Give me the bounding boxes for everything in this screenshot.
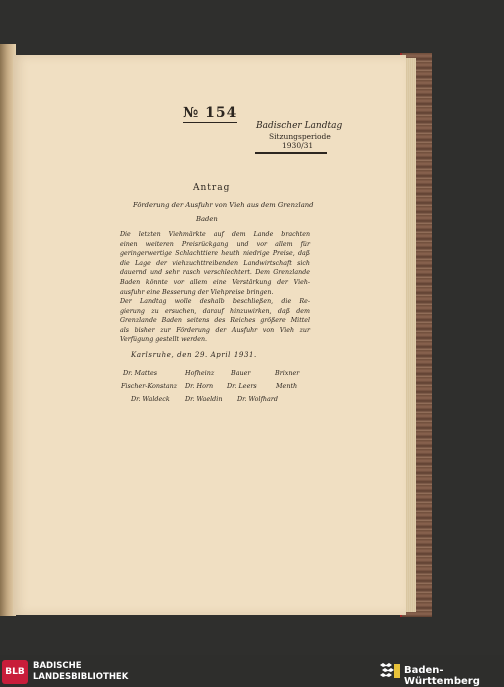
paragraph-line: Verfügung gestellt werden. [120,336,208,344]
paragraph-line: geringerwertige Schlachttiere heuth niedrige Preise, daß [120,250,310,258]
signature: Fischer-Konstanz [121,382,178,390]
signature: Dr. Mattes [123,369,158,377]
signature: Dr. Leers [227,382,257,390]
paragraph-line: ausfuhr eine Besserung der Viehpreise bringen. [120,288,274,296]
header-rule [255,152,327,154]
paragraph-line: die Lage der viehzuchttreibenden Landwirtschaft sich [120,259,310,267]
blb-logo[interactable]: BLB [2,660,28,684]
state-name[interactable]: Baden-Württemberg [404,665,480,687]
library-name-line2: LANDESBIBLIOTHEK [33,672,129,682]
signature: Dr. Waeldin [185,395,223,403]
footer-bar [0,655,504,687]
coat-of-arms-icon [379,661,401,681]
library-name-line1: BADISCHE [33,661,82,671]
signature: Dr. Wolfhard [237,395,279,403]
signature: Dr. Horn [185,382,214,390]
signature: Bauer [231,369,251,377]
paragraph-line: Grenzlande Baden seitens des Reiches größere Mittel [120,317,310,325]
signature: Hofheinz [185,369,215,377]
header-period: 1930/31 [282,141,314,150]
document-title: Antrag [193,183,231,193]
paragraph-1 [120,230,310,297]
signature: Dr. Waldeck [131,395,170,403]
document-number: № 154 [183,105,238,121]
paragraph-line: Die letzten Viehmärkte auf dem Lande brachten [120,231,310,238]
signature: Brixner [275,369,300,377]
paragraph-line: Der Landtag wolle deshalb beschließen, die Re- [120,298,310,305]
paragraph-line: als bisher zur Förderung der Ausfuhr von Vieh zur [120,326,310,334]
signature: Menth [276,382,298,390]
header-parliament: Badischer Landtag [256,121,343,131]
library-name[interactable] [33,661,128,683]
header-session: Sitzungsperiode [269,132,331,141]
paragraph-line: gierung zu ersuchen, darauf hinzuwirken, daß dem [120,307,310,315]
document-subject: Förderung der Ausfuhr von Vieh aus dem Grenzland [133,201,314,209]
paragraph-line: dauernd und sehr rasch verschlechtert. Dem Grenzlande [120,269,310,277]
dateline: Karlsruhe, den 29. April 1931. [131,351,257,359]
document-subject-place: Baden [196,215,218,223]
paragraph-2 [120,297,310,345]
document-page [13,55,406,615]
paragraph-line: Baden könnte vor allem eine Verstärkung der Vieh- [120,278,310,286]
paragraph-line: einen weiteren Preisrückgang und vor allem für [120,240,310,248]
